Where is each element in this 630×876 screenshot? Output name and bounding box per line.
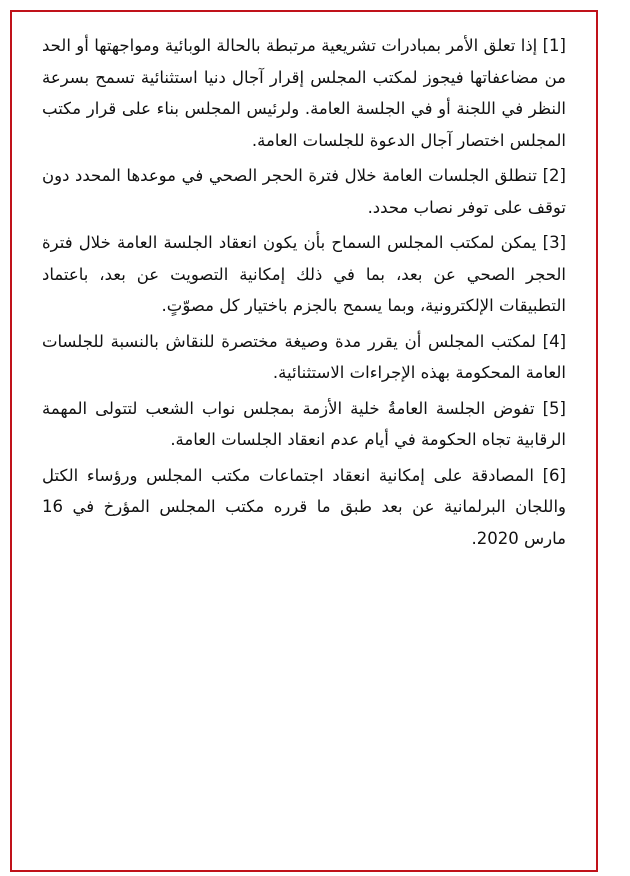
footnote-text: لمكتب المجلس أن يقرر مدة وصيغة مختصرة للنقاش بالنسبة للجلسات العامة المحكومة بهذه الإجراءات الاستثنائية.: [42, 331, 566, 382]
footnote-text: إذا تعلق الأمر بمبادرات تشريعية مرتبطة بالحالة الوبائية ومواجهتها أو الحد من مضاعفاتها فيجوز لمكتب المجلس إقرار آجال دنيا استثنائية تسمح بسرعة النظر في اللجنة أو في الجلسة العامة. ولرئيس المجلس بناء على قرار مكتب المجلس اختصار آجال الدعوة للجلسات العامة.: [42, 36, 566, 150]
footnote-6: [42, 460, 566, 555]
footnote-text: تفوض الجلسة العامةُ خلية الأزمة بمجلس نواب الشعب لتتولى المهمة الرقابية تجاه الحكومة في أيام عدم انعقاد الجلسات العامة.: [42, 398, 566, 449]
footnote-4: [42, 326, 566, 389]
footnote-number: [6]: [542, 465, 566, 485]
footnotes-list: [42, 30, 566, 558]
footnote-5: [42, 393, 566, 456]
footnote-3: [42, 227, 566, 322]
footnote-text: المصادقة على إمكانية انعقاد اجتماعات مكتب المجلس ورؤساء الكتل واللجان البرلمانية عن بعد طبق ما قرره مكتب المجلس المؤرخ في 16 مارس 2020.: [42, 465, 566, 548]
footnote-text: يمكن لمكتب المجلس السماح بأن يكون انعقاد الجلسة العامة خلال فترة الحجر الصحي عن بعد، بما في ذلك إمكانية التصويت عن بعد، باعتماد التطبيقات الإلكترونية، وبما يسمح بالجزم باختيار كل مصوّتٍ.: [42, 233, 566, 315]
footnote-2: [42, 160, 566, 223]
page-frame: [10, 10, 598, 872]
footnote-1: [42, 30, 566, 156]
footnote-number: [3]: [542, 233, 567, 252]
footnote-number: [2]: [542, 166, 566, 185]
footnote-number: [5]: [542, 398, 566, 418]
footnote-number: [4]: [542, 331, 567, 351]
footnote-text: تنطلق الجلسات العامة خلال فترة الحجر الصحي في موعدها المحدد دون توقف على توفر نصاب محدد.: [42, 166, 566, 217]
footnote-number: [1]: [542, 36, 566, 55]
